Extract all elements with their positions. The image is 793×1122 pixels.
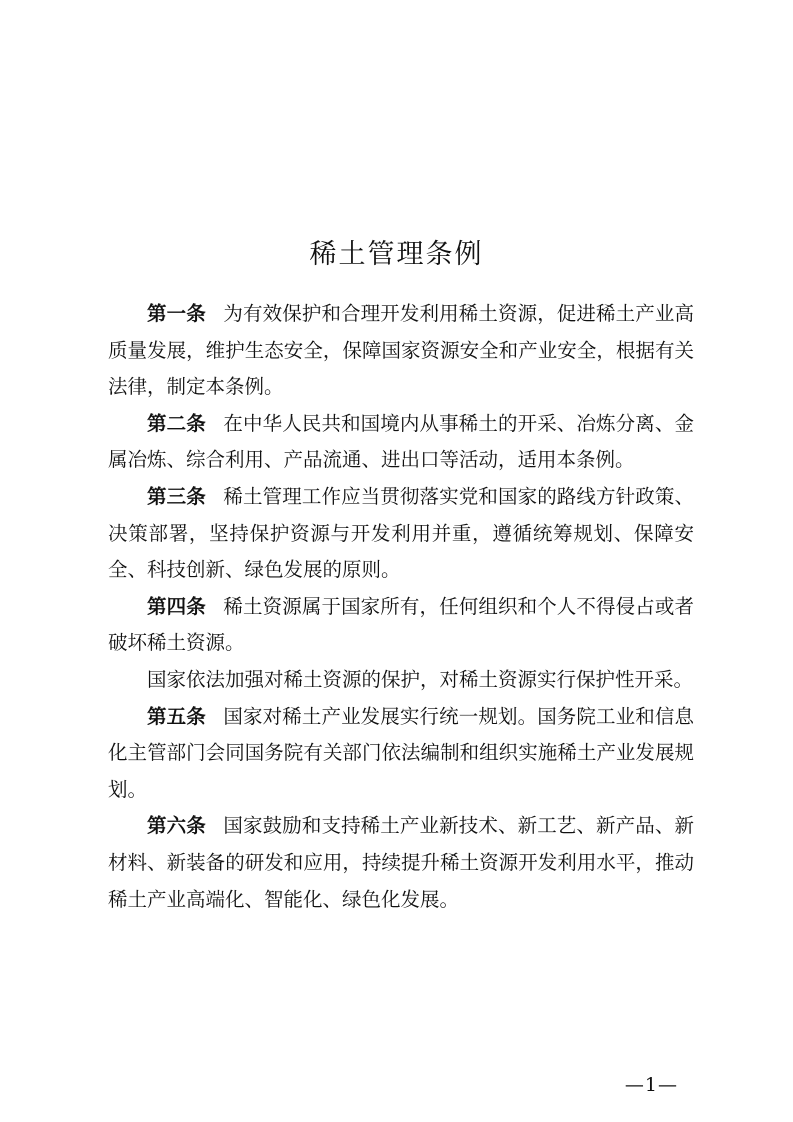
page-number: —1— [624,1074,678,1096]
article-label: 第二条 [147,411,206,435]
article-text: 稀土资源属于国家所有，任何组织和个人不得侵占或者破坏稀土资源。 [108,594,694,655]
document-body [108,296,694,918]
article-text: 国家依法加强对稀土资源的保护，对稀土资源实行保护性开采。 [147,667,694,691]
article-6 [108,808,694,918]
article-text: 稀土管理工作应当贯彻落实党和国家的路线方针政策、决策部署，坚持保护资源与开发利用并重，遵循统筹规划、保障安全、科技创新、绿色发展的原则。 [108,484,694,582]
article-label: 第五条 [147,704,206,728]
article-2 [108,406,694,479]
article-label: 第三条 [147,484,206,508]
article-label: 第四条 [147,594,206,618]
article-text: 国家鼓励和支持稀土产业新技术、新工艺、新产品、新材料、新装备的研发和应用，持续提升稀土资源开发利用水平，推动稀土产业高端化、智能化、绿色化发展。 [108,814,694,911]
article-label: 第六条 [147,814,206,838]
article-3 [108,479,694,589]
document-title: 稀土管理条例 [309,239,484,271]
article-text: 在中华人民共和国境内从事稀土的开采、冶炼分离、金属冶炼、综合利用、产品流通、进出口等活动，适用本条例。 [108,411,694,472]
article-5 [108,699,694,809]
article-4-paragraph-2 [108,662,694,699]
article-4 [108,589,694,662]
article-1 [108,296,694,406]
article-text: 国家对稀土产业发展实行统一规划。国务院工业和信息化主管部门会同国务院有关部门依法编制和组织实施稀土产业发展规划。 [108,704,694,801]
article-label: 第一条 [147,302,206,325]
article-text: 为有效保护和合理开发利用稀土资源，促进稀土产业高质量发展，维护生态安全，保障国家资源安全和产业安全，根据有关法律，制定本条例。 [108,302,694,399]
